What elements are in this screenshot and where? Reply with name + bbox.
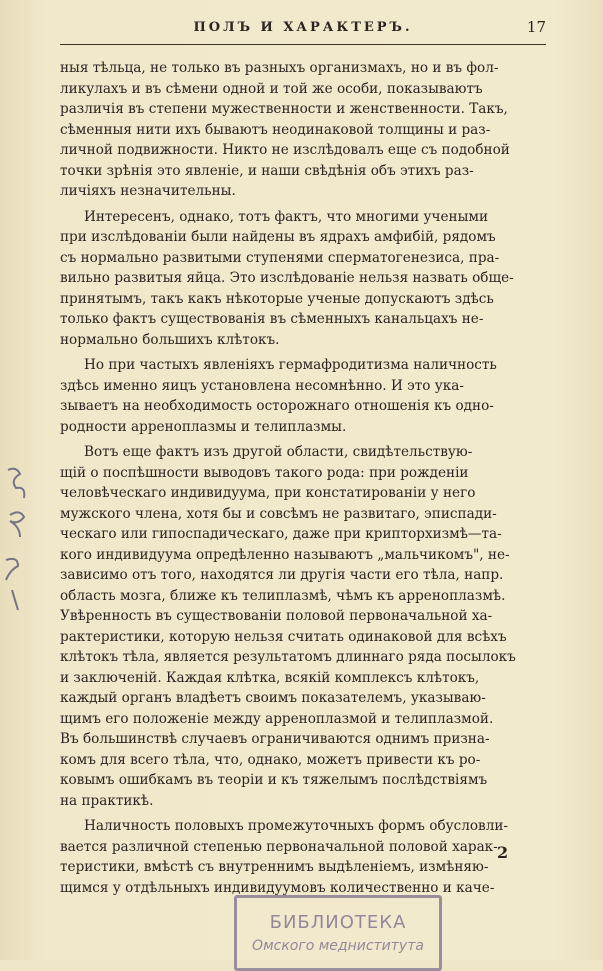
text-line: щимъ его положеніе между арреноплазмой и телиплазмой. — [60, 710, 494, 727]
text-line: Интересенъ, однако, тотъ фактъ, что многими учеными — [84, 208, 489, 225]
text-line: комъ для всего тѣла, что, однако, можетъ привести къ ро- — [60, 751, 481, 768]
text-line: ныя тѣльца, не только въ разныхъ организмахъ, но и въ фол- — [60, 60, 499, 76]
text-line: вильно развитыя яйца. Это изслѣдованіе нельзя назвать обще- — [60, 270, 514, 286]
text-line: область мозга, ближе къ телиплазмѣ, чѣмъ къ арреноплазмѣ. — [60, 587, 506, 604]
text-line: Въ большинствѣ случаевъ ограничиваются однимъ призна- — [60, 731, 490, 747]
text-line: Вотъ еще фактъ изъ другой области, свидѣтельствую- — [84, 444, 473, 460]
text-line: Наличность половыхъ промежуточныхъ формъ обусловли- — [84, 818, 509, 834]
signature-mark: 2 — [497, 843, 509, 862]
text-line: здѣсь именно яицъ установлена несомнѣнно. И это ука- — [60, 377, 464, 394]
paragraph — [60, 58, 546, 202]
text-line: нормально большихъ клѣтокъ. — [60, 331, 280, 348]
text-line: ликулахъ и въ сѣмени одной и той же особи, показываютъ — [60, 80, 483, 97]
text-line: принятымъ, такъ какъ нѣкоторые ученые допускаютъ здѣсь — [60, 290, 494, 307]
text-line: щій о поспѣшности выводовъ такого рода: при рожденіи — [60, 464, 469, 481]
running-header — [60, 18, 546, 45]
text-line: личіяхъ незначительны. — [60, 183, 236, 199]
running-title: ПОЛЪ И ХАРАКТЕРЪ. — [193, 20, 413, 35]
text-line: при изслѣдованіи были найдены въ ядрахъ амфибій, рядомъ — [60, 229, 496, 245]
handwritten-margin-note — [0, 460, 50, 620]
stamp-line-1: БИБЛИОТЕКА — [269, 912, 407, 933]
text-line: человѣческаго индивидуума, при констатированіи у него — [60, 485, 476, 501]
text-line: клѣтокъ тѣла, является результатомъ длиннаго ряда посылокъ — [60, 649, 516, 665]
text-line: мужского члена, хотя бы и совсѣмъ не развитаго, эписпади- — [60, 505, 497, 522]
text-line: только фактъ существованія въ сѣменныхъ канальцахъ не- — [60, 311, 484, 327]
text-line: ковымъ ошибкамъ въ теоріи и къ тяжелымъ послѣдствіямъ — [60, 772, 488, 788]
text-line: различія въ степени мужественности и женственности. Такъ, — [60, 101, 508, 117]
page-number: 17 — [526, 18, 546, 36]
text-line: рактеристики, которую нельзя считать одинаковой для всѣхъ — [60, 628, 507, 645]
text-line: теристики, вмѣстѣ съ внутреннимъ выдѣленіемъ, измѣняю- — [60, 859, 489, 875]
text-line: зависимо отъ того, находятся ли другія части его тѣла, напр. — [60, 567, 504, 583]
text-line: каждый органъ владѣетъ своимъ показателемъ, указываю- — [60, 690, 486, 706]
text-line: личной подвижности. Никто не изслѣдовалъ еще съ подобной — [60, 142, 510, 158]
text-line: родности арреноплазмы и телиплазмы. — [60, 418, 347, 435]
text-line: на практикѣ. — [60, 792, 154, 809]
paragraph — [60, 355, 546, 437]
text-line: щимся у отдѣльныхъ индивидуумовъ количественно и каче- — [60, 879, 495, 896]
paragraph — [60, 442, 546, 811]
stamp-line-2: Омского медниститута — [252, 938, 424, 954]
paragraph — [60, 816, 546, 898]
text-line: кого индивидуума опредѣленно называютъ „мальчикомъ", не- — [60, 546, 510, 563]
body-text — [60, 58, 546, 903]
text-line: ческаго или гипоспадическаго, даже при крипторхизмѣ—та- — [60, 526, 502, 542]
text-line: Но при частыхъ явленіяхъ гермафродитизма наличность — [84, 357, 497, 373]
text-line: зываетъ на необходимость осторожнаго отношенія къ одно- — [60, 398, 494, 414]
text-line: и заключеній. Каждая клѣтка, всякій комплексъ клѣтокъ, — [60, 669, 480, 686]
text-line: вается различной степенью первоначальной половой харак- — [60, 838, 498, 855]
paragraph — [60, 207, 546, 351]
text-line: точки зрѣнія это явленіе, и наши свѣдѣнія объ этихъ раз- — [60, 162, 474, 179]
text-line: сѣменныя нити ихъ бываютъ неодинаковой толщины и раз- — [60, 121, 491, 138]
text-line: Увѣренность въ существованіи половой первоначальной ха- — [60, 608, 493, 624]
text-line: съ нормально развитыми ступенями сперматогенезиса, пра- — [60, 249, 500, 266]
